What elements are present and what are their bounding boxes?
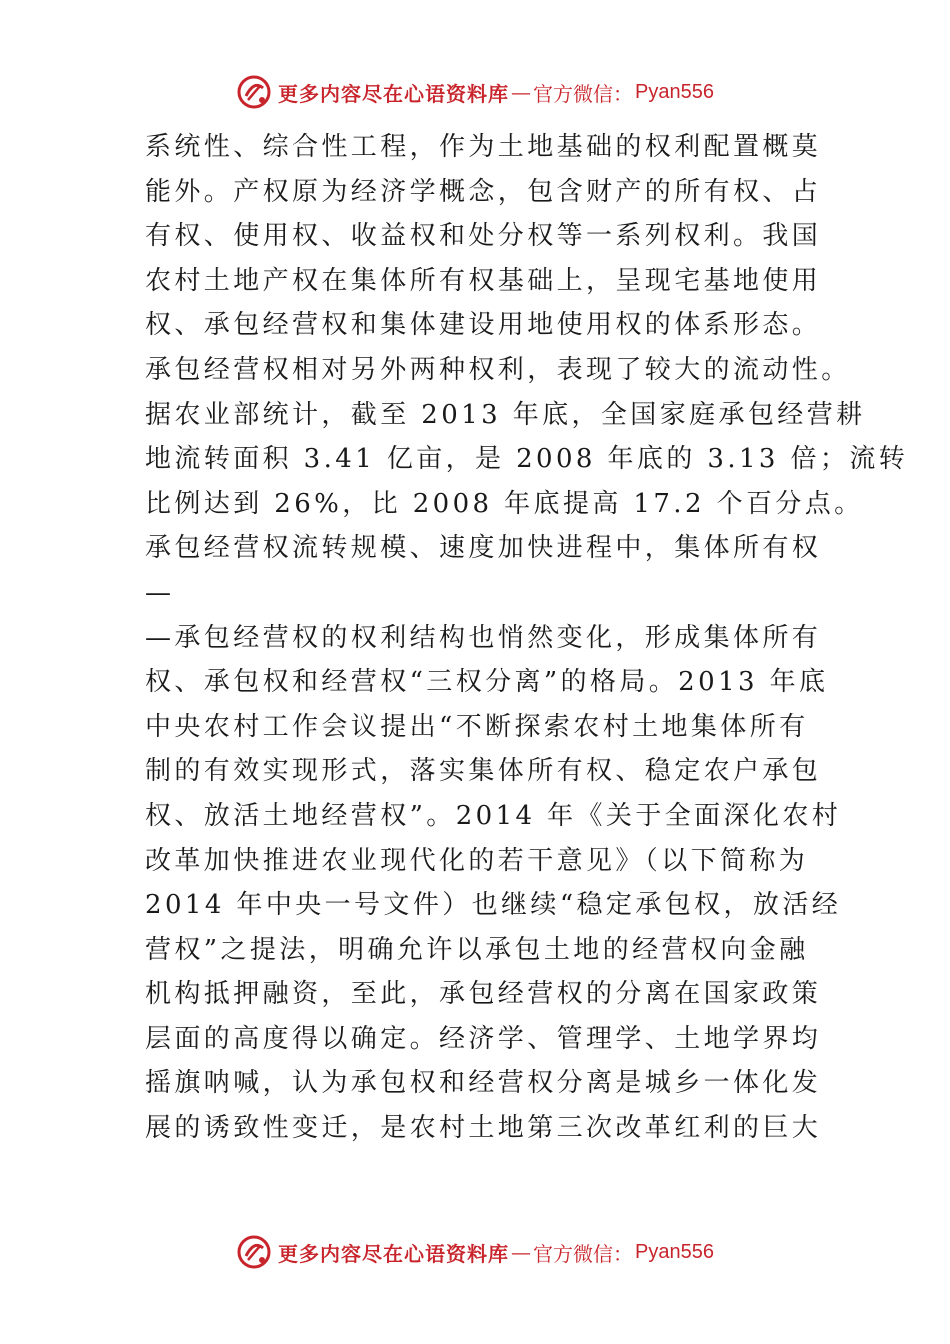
header-official-label: 官方微信： [533,81,634,106]
footer-brand-text: 更多内容尽在心语资料库 [278,1241,510,1266]
document-body [145,125,909,1151]
text-line: 机构抵押融资，至此，承包经营权的分离在国家政策 [145,979,822,1010]
brand-logo-icon [236,1234,272,1270]
text-line: 比例达到 26%，比 2008 年底提高 17.2 个百分点。 [145,488,864,519]
text-line: 摇旗呐喊，认为承包权和经营权分离是城乡一体化发 [145,1068,822,1099]
brand-logo-icon [236,74,272,110]
text-line: 地流转面积 3.41 亿亩，是 2008 年底的 3.13 倍；流转 [145,444,909,475]
text-line: 有权、使用权、收益权和处分权等一系列权利。我国 [145,221,822,252]
footer-wechat-id: Pyan556 [635,1240,714,1263]
header-brand-text: 更多内容尽在心语资料库 [278,81,510,106]
text-line: 制的有效实现形式，落实集体所有权、稳定农户承包 [145,756,822,787]
text-line: 系统性、综合性工程，作为土地基础的权利配置概莫 [145,132,822,162]
text-line: 中央农村工作会议提出“不断探索农村土地集体所有 [145,711,809,742]
text-line: 营权”之提法，明确允许以承包土地的经营权向金融 [145,934,809,965]
text-line: 2014 年中央一号文件）也继续“稳定承包权，放活经 [145,890,842,921]
text-line: — [145,577,175,608]
footer-dash: — [511,1240,532,1264]
footer-official-label: 官方微信： [533,1241,634,1266]
text-line: 承包经营权相对另外两种权利，表现了较大的流动性。 [145,354,851,385]
text-line: —承包经营权的权利结构也悄然变化，形成集体所有 [145,622,822,653]
text-line: 农村土地产权在集体所有权基础上，呈现宅基地使用 [145,265,822,296]
header-wechat-id: Pyan556 [635,80,714,103]
text-line: 改革加快推进农业现代化的若干意见》（以下简称为 [145,845,809,876]
text-line: 能外。产权原为经济学概念，包含财产的所有权、占 [145,176,822,207]
header-banner [0,70,950,114]
text-line: 层面的高度得以确定。经济学、管理学、土地学界均 [145,1023,822,1054]
text-line: 权、放活土地经营权”。2014 年《关于全面深化农村 [145,800,842,831]
text-line: 权、承包权和经营权“三权分离”的格局。2013 年底 [145,667,829,698]
text-line: 权、承包经营权和集体建设用地使用权的体系形态。 [145,310,822,341]
header-dash: — [511,80,532,104]
text-line: 据农业部统计，截至 2013 年底，全国家庭承包经营耕 [145,399,866,430]
text-line: 承包经营权流转规模、速度加快进程中，集体所有权 [145,533,822,564]
text-line: 展的诱致性变迁，是农村土地第三次改革红利的巨大 [145,1113,822,1144]
footer-banner [0,1230,950,1274]
